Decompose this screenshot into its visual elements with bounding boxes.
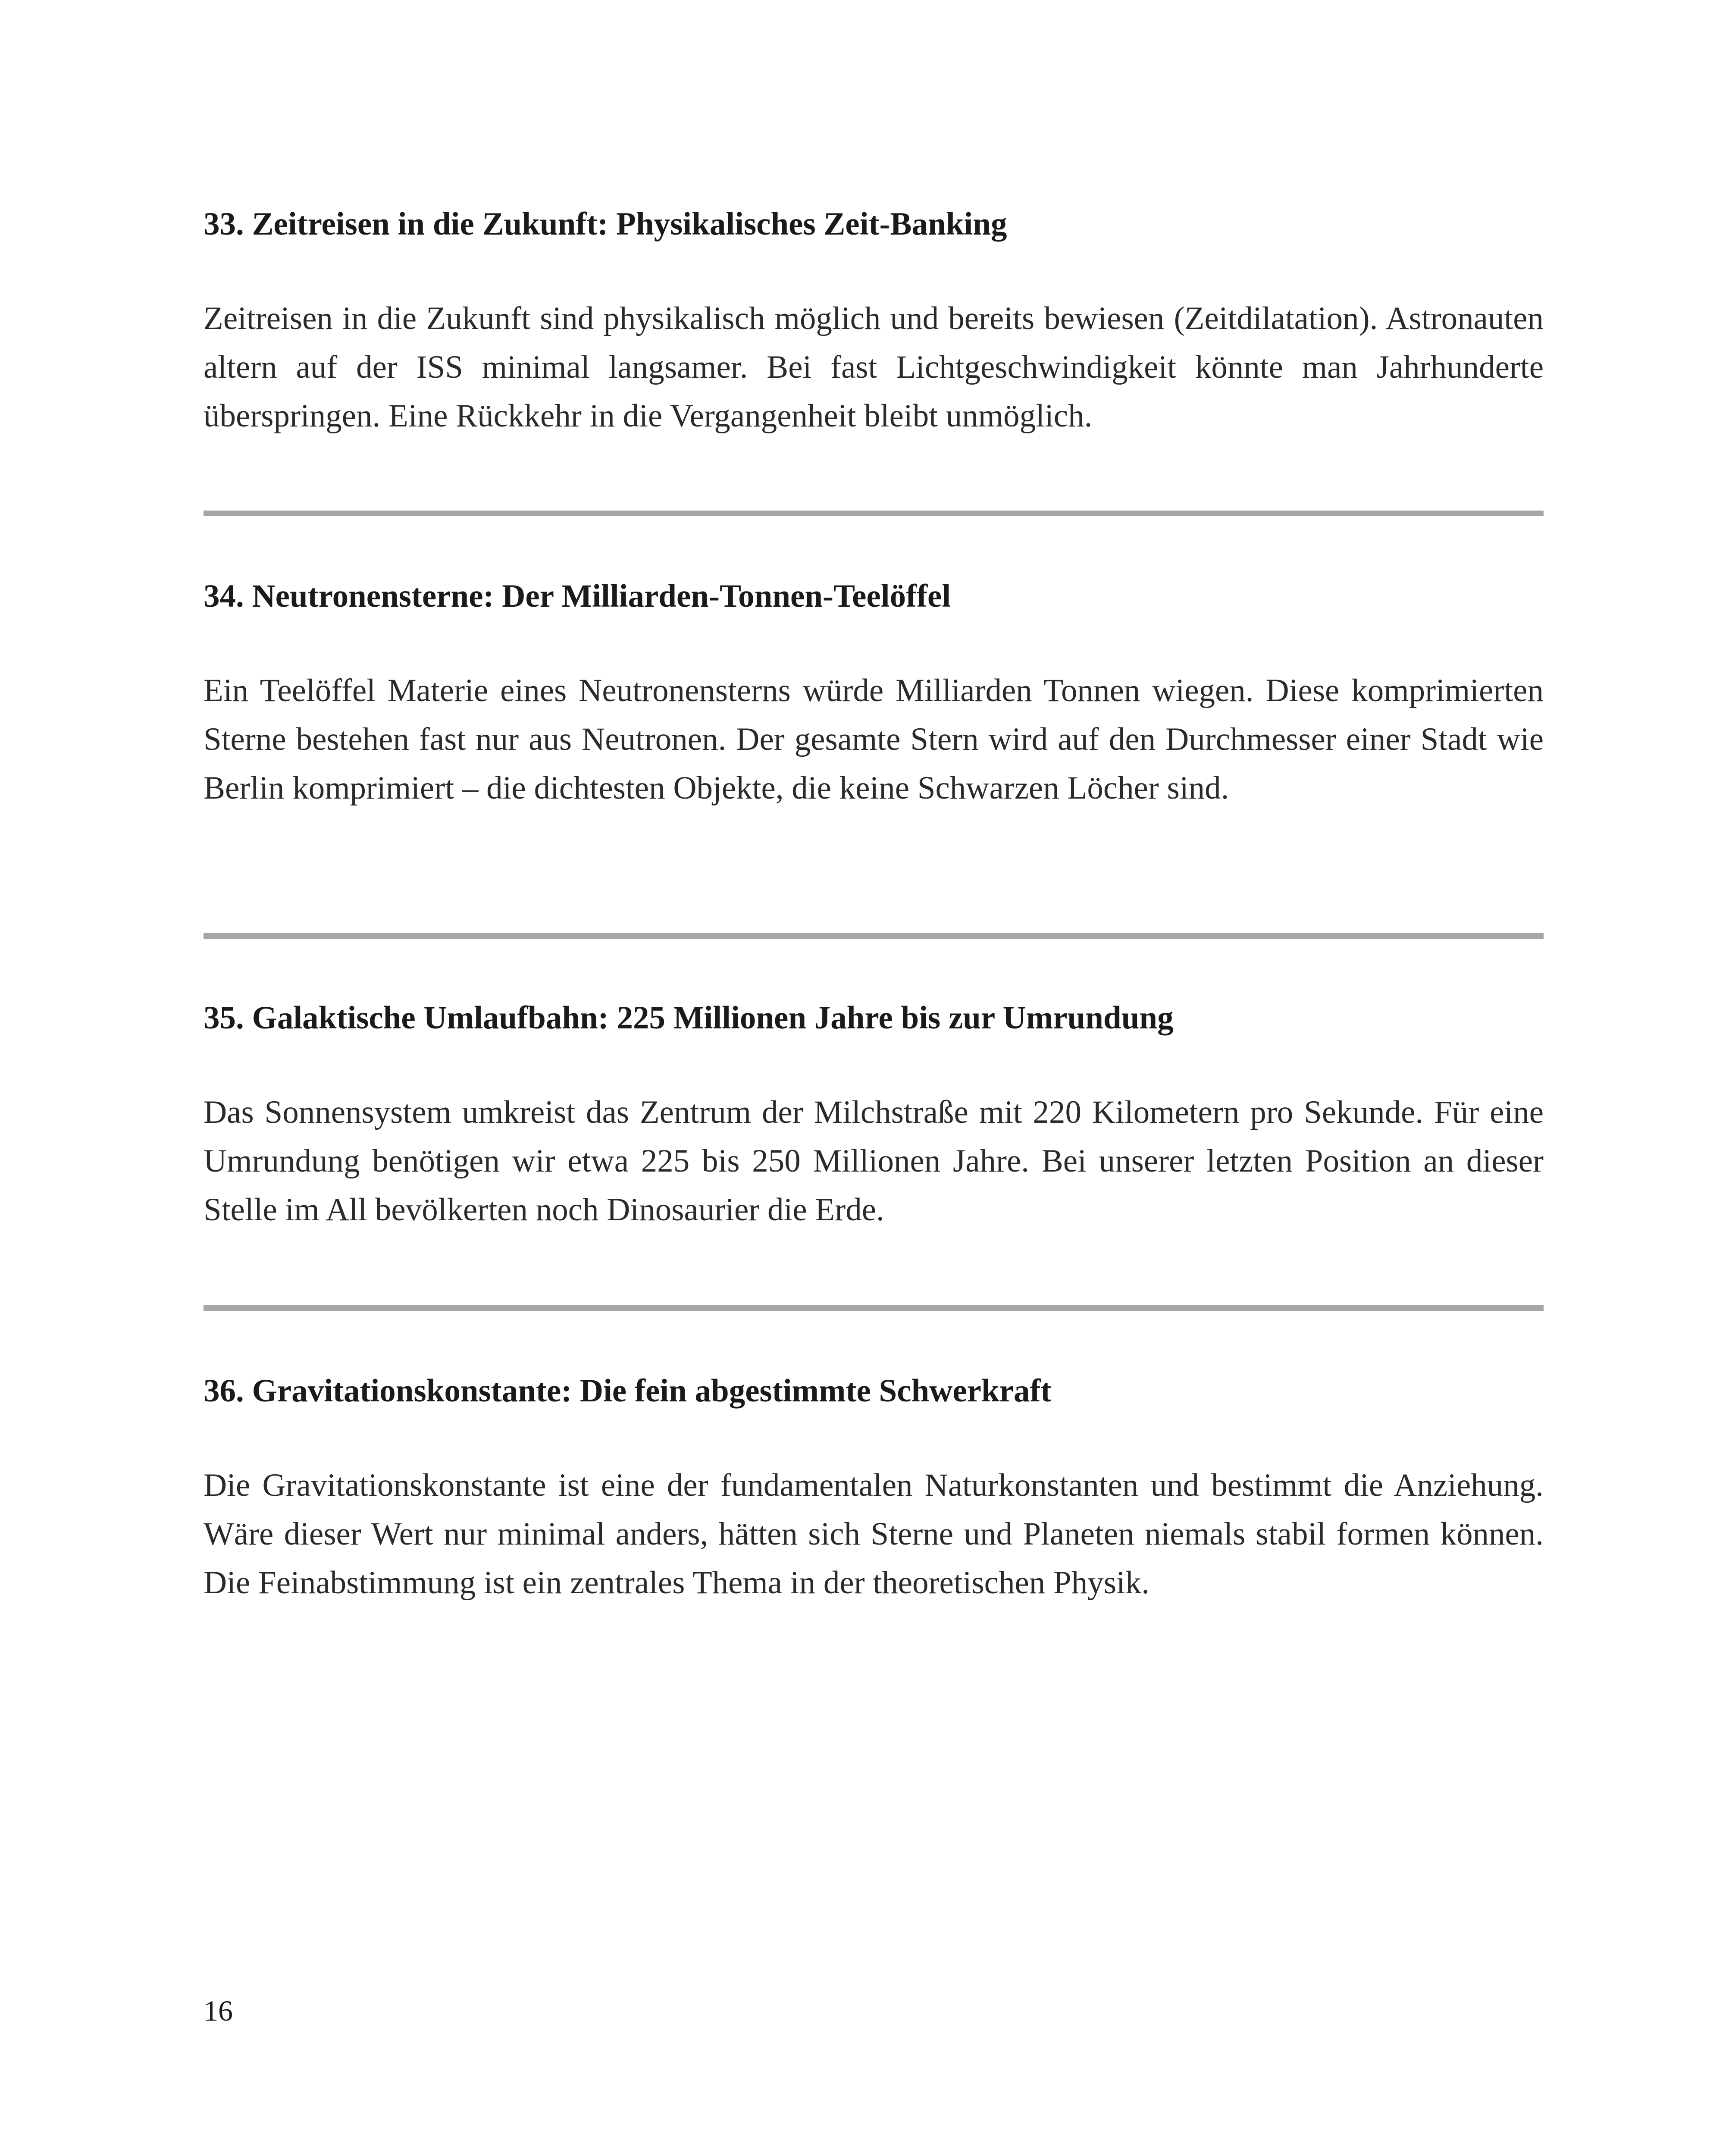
section-divider [204, 1305, 1544, 1311]
section-body: Die Gravitationskonstante ist eine der fundamentalen Naturkonstanten und bestimmt die Anziehung. Wäre dieser Wert nur minimal anders, hätten sich Sterne und Planeten niemals stabil formen können. Die Feinabstimmung ist ein zentrales Thema in der theoretischen Physik. [204, 1467, 1544, 1601]
section-body: Das Sonnensystem umkreist das Zentrum der Milchstraße mit 220 Kilometern pro Sekunde. Für eine Umrundung benötigen wir etwa 225 bis 250 Millionen Jahre. Bei unserer letzten Position an dieser Stelle im All bevölkerten noch Dinosaurier die Erde. [204, 1094, 1544, 1228]
section-divider [204, 933, 1544, 939]
section-35 [204, 997, 1544, 1234]
section-heading: 33. Zeitreisen in die Zukunft: Physikalisches Zeit-Banking [204, 206, 1007, 242]
section-heading: 36. Gravitationskonstante: Die fein abgestimmte Schwerkraft [204, 1373, 1052, 1409]
page-number: 16 [204, 1994, 233, 2027]
section-heading: 34. Neutronensterne: Der Milliarden-Tonnen-Teelöffel [204, 578, 951, 614]
section-body: Ein Teelöffel Materie eines Neutronensterns würde Milliarden Tonnen wiegen. Diese komprimierten Sterne bestehen fast nur aus Neutronen. Der gesamte Stern wird auf den Durchmesser einer Stadt wie Berlin komprimiert – die dichtesten Objekte, die keine Schwarzen Löcher sind. [204, 673, 1544, 806]
section-34 [204, 575, 1544, 812]
section-33 [204, 203, 1544, 440]
section-36 [204, 1369, 1544, 1607]
section-heading: 35. Galaktische Umlaufbahn: 225 Millionen Jahre bis zur Umrundung [204, 1000, 1174, 1036]
section-body: Zeitreisen in die Zukunft sind physikalisch möglich und bereits bewiesen (Zeitdilatation). Astronauten altern auf der ISS minimal langsamer. Bei fast Lichtgeschwindigkeit könnte man Jahrhunderte überspringen. Eine Rückkehr in die Vergangenheit bleibt unmöglich. [204, 301, 1544, 434]
section-divider [204, 511, 1544, 516]
